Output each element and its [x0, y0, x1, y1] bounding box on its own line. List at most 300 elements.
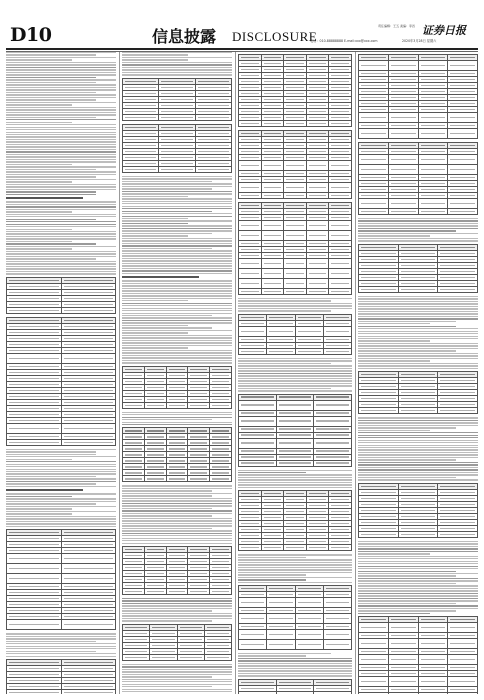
cell-text	[264, 283, 282, 284]
cell-text	[161, 163, 192, 164]
cell-text	[9, 350, 59, 351]
cell-text	[309, 273, 327, 274]
text-line	[122, 62, 232, 63]
text-line	[122, 285, 232, 286]
table-row	[359, 677, 478, 687]
cell-text	[450, 627, 475, 628]
cell-text	[125, 163, 156, 164]
table-row	[359, 639, 478, 649]
cell-text	[241, 428, 274, 429]
cell-text	[450, 133, 475, 134]
text-line	[6, 64, 116, 65]
table-cell	[329, 161, 352, 171]
cell-text	[309, 535, 327, 536]
disclosure-table	[6, 529, 116, 630]
table-cell	[295, 326, 323, 336]
cell-text	[161, 133, 192, 134]
text-line	[358, 225, 478, 226]
text-line	[358, 358, 478, 359]
table-cell	[388, 165, 418, 175]
cell-text	[241, 602, 264, 603]
disclosure-table	[122, 427, 232, 482]
cell-text	[401, 510, 436, 511]
text-line	[6, 89, 116, 90]
column-divider	[119, 52, 120, 694]
table-row	[239, 121, 352, 127]
cell-text	[190, 442, 207, 443]
cell-text	[198, 105, 229, 106]
text-line	[358, 452, 478, 453]
cell-text	[9, 280, 59, 281]
cell-text	[450, 73, 475, 74]
cell-text	[241, 626, 264, 627]
cell-text	[309, 205, 327, 206]
cell-text	[269, 331, 292, 332]
cell-text	[361, 73, 386, 74]
table-cell	[398, 531, 438, 537]
cell-text	[161, 139, 192, 140]
text-line	[358, 365, 478, 366]
cell-text	[125, 127, 156, 128]
table-cell	[295, 598, 323, 608]
table-cell	[284, 193, 307, 199]
cell-text	[169, 393, 186, 394]
cell-text	[241, 99, 259, 100]
cell-text	[361, 189, 386, 190]
text-line	[358, 240, 478, 241]
cell-text	[169, 466, 186, 467]
cell-text	[264, 243, 282, 244]
cell-text	[9, 586, 59, 587]
cell-text	[212, 436, 229, 437]
cell-text	[125, 573, 142, 574]
text-line	[6, 59, 72, 60]
cell-text	[169, 472, 186, 473]
text-line	[122, 417, 232, 418]
table-cell	[359, 623, 389, 633]
cell-text	[264, 235, 282, 236]
cell-text	[286, 187, 304, 188]
table-row	[239, 614, 352, 624]
table-row	[239, 161, 352, 171]
cell-text	[190, 454, 207, 455]
text-line	[122, 495, 212, 496]
cell-text	[316, 456, 349, 457]
cell-text	[169, 399, 186, 400]
table-cell	[448, 61, 478, 71]
cell-text	[9, 332, 59, 333]
text-line	[122, 600, 232, 601]
cell-text	[9, 320, 59, 321]
cell-text	[286, 541, 304, 542]
table-row	[239, 289, 352, 295]
cell-text	[169, 454, 186, 455]
cell-text	[361, 85, 386, 86]
table-cell	[329, 545, 352, 551]
text-line	[6, 144, 116, 145]
table-cell	[359, 199, 389, 209]
cell-text	[286, 195, 304, 196]
cell-text	[298, 594, 321, 595]
cell-text	[361, 498, 396, 499]
text-line	[6, 523, 116, 524]
text-line	[6, 648, 116, 649]
text-line	[6, 191, 96, 192]
cell-text	[326, 345, 349, 346]
cell-text	[241, 105, 259, 106]
table-row	[123, 588, 232, 594]
cell-text	[125, 133, 156, 134]
text-line	[238, 658, 352, 659]
text-line	[238, 308, 352, 309]
table-row	[359, 286, 478, 292]
text-line	[238, 368, 352, 369]
cell-text	[450, 85, 475, 86]
cell-text	[286, 273, 304, 274]
cell-text	[212, 561, 229, 562]
text-line	[122, 225, 232, 226]
cell-text	[361, 651, 386, 652]
text-line	[238, 577, 352, 578]
table-row	[239, 640, 352, 650]
cell-text	[161, 145, 192, 146]
text-line	[6, 112, 116, 113]
text-line	[6, 154, 116, 155]
table-cell	[239, 161, 262, 171]
cell-text	[241, 211, 259, 212]
table-row	[239, 269, 352, 279]
cell-text	[440, 271, 475, 272]
table-row	[239, 231, 352, 241]
cell-text	[125, 375, 142, 376]
table-row	[359, 655, 478, 665]
cell-text	[361, 486, 396, 487]
cell-text	[331, 111, 349, 112]
text-line	[358, 333, 478, 334]
cell-text	[212, 375, 229, 376]
table-cell	[359, 639, 389, 649]
cell-text	[212, 579, 229, 580]
text-line	[358, 336, 478, 337]
text-line	[358, 578, 478, 579]
table-cell	[261, 161, 284, 171]
cell-text	[125, 472, 142, 473]
text-line	[6, 62, 116, 63]
cell-text	[241, 535, 259, 536]
cell-text	[64, 586, 114, 587]
table-cell	[359, 408, 399, 414]
cell-text	[286, 63, 304, 64]
table-row	[239, 598, 352, 608]
table-cell	[306, 183, 329, 193]
table-cell	[306, 193, 329, 199]
cell-text	[298, 626, 321, 627]
cell-text	[450, 651, 475, 652]
cell-text	[241, 217, 259, 218]
cell-text	[298, 588, 321, 589]
cell-text	[161, 127, 192, 128]
table-cell	[323, 640, 351, 650]
cell-text	[421, 627, 446, 628]
cell-text	[212, 430, 229, 431]
cell-text	[326, 610, 349, 611]
cell-text	[440, 380, 475, 381]
cell-text	[147, 369, 164, 370]
text-line	[6, 476, 96, 477]
cell-text	[169, 375, 186, 376]
cell-text	[241, 547, 259, 548]
table-cell	[359, 286, 399, 292]
table-cell	[418, 199, 448, 209]
text-line	[122, 360, 232, 361]
cell-text	[331, 523, 349, 524]
cell-text	[125, 627, 147, 628]
table-cell	[7, 689, 62, 694]
cell-text	[169, 555, 186, 556]
cell-text	[440, 522, 475, 523]
table-cell	[239, 348, 267, 354]
cell-text	[309, 99, 327, 100]
table-row	[359, 408, 478, 414]
text-line	[6, 206, 116, 207]
table-row	[239, 193, 352, 199]
cell-text	[450, 635, 475, 636]
cell-text	[64, 292, 114, 293]
table-cell	[329, 221, 352, 231]
cell-text	[361, 169, 386, 170]
table-cell	[329, 193, 352, 199]
table-row	[7, 554, 116, 564]
table-cell	[329, 121, 352, 127]
table-cell	[7, 307, 62, 313]
text-line	[122, 293, 232, 294]
table-cell	[388, 209, 418, 215]
cell-text	[440, 528, 475, 529]
cell-text	[421, 203, 446, 204]
cell-text	[190, 430, 207, 431]
table-row	[359, 165, 478, 175]
text-line	[6, 114, 116, 115]
text-line	[238, 310, 331, 311]
text-line	[358, 348, 478, 349]
cell-text	[190, 585, 207, 586]
cell-text	[241, 644, 264, 645]
cell-text	[361, 265, 396, 266]
cell-text	[9, 598, 59, 599]
cell-text	[361, 398, 396, 399]
text-line	[6, 261, 116, 262]
cell-text	[269, 317, 292, 318]
cell-text	[286, 99, 304, 100]
text-line	[238, 675, 352, 676]
table-cell	[144, 476, 166, 482]
cell-text	[309, 151, 327, 152]
cell-text	[147, 567, 164, 568]
table-row	[239, 691, 352, 694]
cell-text	[421, 97, 446, 98]
cell-text	[401, 253, 436, 254]
text-line	[6, 171, 116, 172]
cell-text	[9, 390, 59, 391]
cell-text	[309, 57, 327, 58]
cell-text	[9, 304, 59, 305]
text-line	[358, 580, 478, 581]
text-line	[6, 486, 116, 487]
cell-text	[190, 549, 207, 550]
cell-text	[361, 195, 386, 196]
cell-text	[309, 493, 327, 494]
cell-text	[391, 103, 416, 104]
table-cell	[398, 286, 438, 292]
text-line	[238, 477, 352, 478]
text-line	[6, 216, 116, 217]
table-cell	[418, 209, 448, 215]
cell-text	[241, 594, 264, 595]
table-cell	[284, 269, 307, 279]
text-line	[358, 467, 478, 468]
table-cell	[448, 655, 478, 665]
text-line	[122, 679, 232, 680]
cell-text	[286, 105, 304, 106]
cell-text	[361, 619, 386, 620]
text-line	[6, 134, 116, 135]
text-line	[358, 447, 478, 448]
text-line	[6, 263, 116, 264]
cell-text	[401, 283, 436, 284]
table-cell	[329, 231, 352, 241]
text-line	[358, 459, 456, 460]
text-line	[6, 174, 116, 175]
cell-text	[147, 555, 164, 556]
cell-text	[309, 283, 327, 284]
cell-text	[361, 211, 386, 212]
cell-text	[180, 657, 202, 658]
cell-text	[361, 151, 386, 152]
cell-text	[9, 436, 59, 437]
disclosure-table	[358, 616, 478, 694]
cell-text	[331, 139, 349, 140]
cell-text	[331, 263, 349, 264]
cell-text	[361, 492, 396, 493]
cell-text	[264, 187, 282, 188]
cell-text	[401, 498, 436, 499]
table-cell	[7, 574, 62, 584]
cell-text	[391, 145, 416, 146]
page-code: D10	[10, 24, 52, 46]
table-cell	[359, 155, 389, 165]
cell-text	[241, 117, 259, 118]
cell-text	[64, 378, 114, 379]
cell-text	[286, 505, 304, 506]
text-line	[358, 472, 478, 473]
cell-text	[147, 579, 164, 580]
text-line	[358, 610, 456, 611]
cell-text	[331, 117, 349, 118]
table-cell	[239, 630, 267, 640]
cell-text	[152, 639, 174, 640]
table-cell	[195, 114, 231, 120]
table-cell	[261, 259, 284, 269]
section-title-cn: 信息披露	[152, 27, 217, 46]
cell-text	[298, 634, 321, 635]
text-line	[358, 233, 478, 234]
text-line	[238, 303, 352, 304]
text-line	[238, 582, 352, 583]
cell-text	[286, 263, 304, 264]
text-line	[122, 352, 232, 353]
table-row	[359, 209, 478, 215]
section-heading	[122, 276, 199, 278]
text-line	[122, 342, 232, 343]
text-line	[122, 218, 188, 219]
table-cell	[359, 61, 389, 71]
disclosure-table	[6, 659, 116, 694]
text-line	[122, 528, 212, 529]
table-row	[239, 460, 352, 466]
text-line	[358, 235, 430, 236]
table-cell	[388, 655, 418, 665]
cell-text	[64, 538, 114, 539]
cell-text	[298, 644, 321, 645]
text-line	[122, 233, 212, 234]
cell-text	[391, 65, 416, 66]
table-cell	[284, 279, 307, 289]
cell-text	[361, 635, 386, 636]
cell-text	[198, 99, 229, 100]
text-line	[6, 156, 116, 157]
cell-text	[326, 588, 349, 589]
cell-text	[286, 291, 304, 292]
cell-text	[64, 310, 114, 311]
cell-text	[401, 410, 436, 411]
text-line	[358, 548, 478, 549]
table-cell	[359, 165, 389, 175]
table-cell	[418, 639, 448, 649]
table-cell	[267, 630, 295, 640]
cell-text	[169, 430, 186, 431]
text-line	[238, 660, 352, 661]
text-line	[358, 230, 456, 231]
text-line	[122, 295, 232, 296]
text-line	[358, 600, 478, 601]
cell-text	[207, 651, 229, 652]
cell-text	[241, 195, 259, 196]
cell-text	[264, 99, 282, 100]
cell-text	[169, 381, 186, 382]
cell-text	[361, 79, 386, 80]
cell-text	[286, 145, 304, 146]
cell-text	[361, 380, 396, 381]
text-line	[358, 595, 478, 596]
table-row	[7, 439, 116, 445]
text-line	[358, 588, 478, 589]
text-line	[6, 233, 116, 234]
text-line	[358, 223, 478, 224]
text-line	[6, 526, 116, 527]
cell-text	[391, 125, 416, 126]
table-cell	[61, 423, 116, 433]
cell-text	[421, 91, 446, 92]
table-row	[7, 689, 116, 694]
text-line	[358, 238, 478, 239]
cell-text	[421, 117, 446, 118]
text-line	[358, 553, 430, 554]
cell-text	[401, 247, 436, 248]
cell-text	[190, 436, 207, 437]
cell-text	[361, 283, 396, 284]
disclosure-table	[238, 679, 352, 694]
cell-text	[241, 249, 259, 250]
